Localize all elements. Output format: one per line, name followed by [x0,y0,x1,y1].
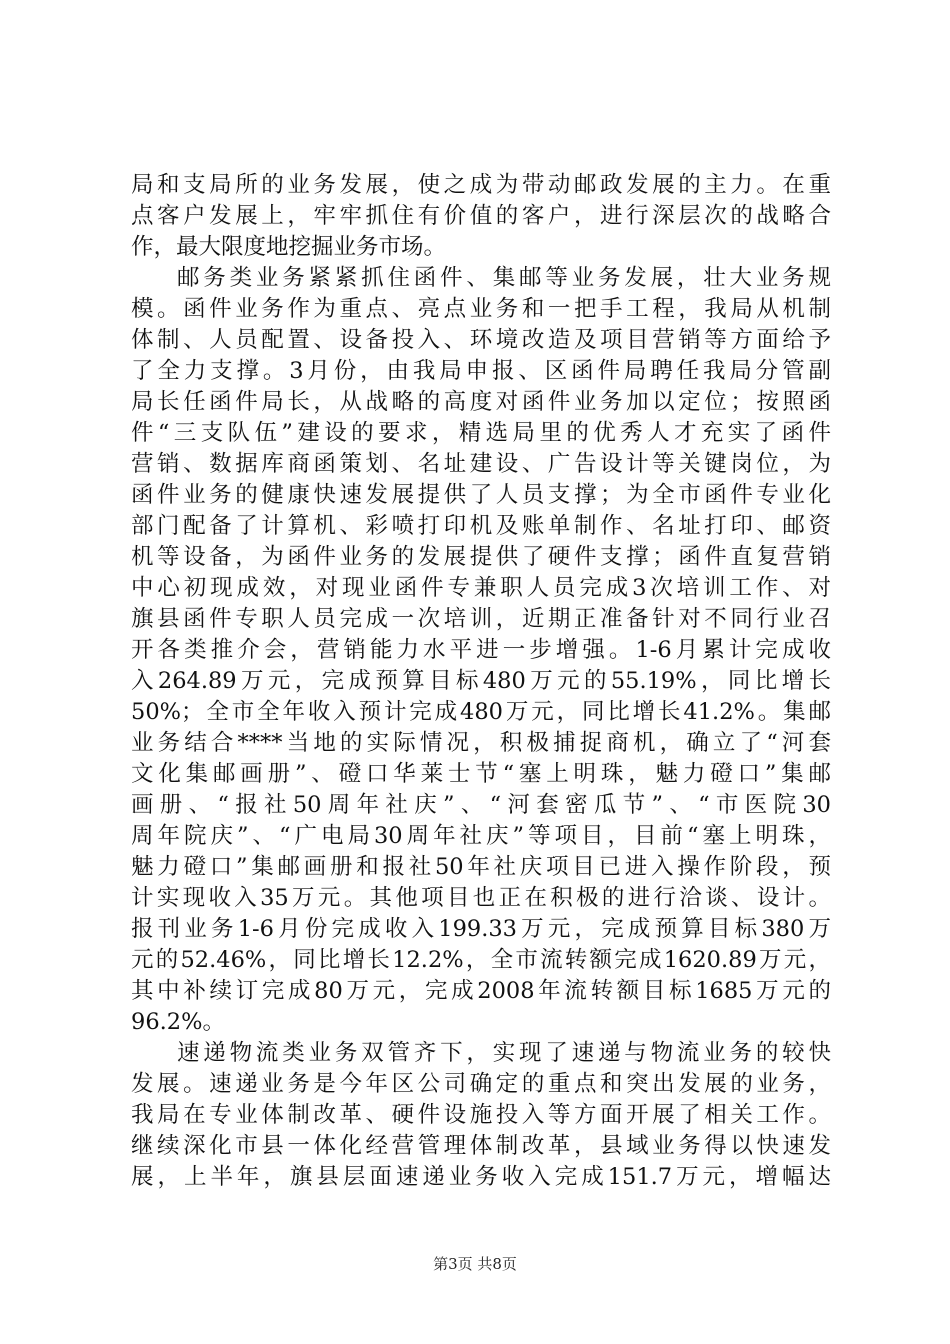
text-line: 50%；全市全年收入预计完成480万元，同比增长41.2%。集邮 [131,699,831,725]
text-line: 继续深化市县一体化经营管理体制改革，县域业务得以快速发 [131,1133,831,1159]
text-line: 元的52.46%，同比增长12.2%，全市流转额完成1620.89万元， [131,947,831,973]
text-line: 我局在专业体制改革、硬件设施投入等方面开展了相关工作。 [131,1102,831,1128]
text-line: 机等设备，为函件业务的发展提供了硬件支撑；函件直复营销 [131,544,831,570]
text-line: 周年院庆”、“广电局30周年社庆”等项目，目前“塞上明珠， [131,823,831,849]
text-line: 局长任函件局长，从战略的高度对函件业务加以定位；按照函 [131,389,831,415]
text-line: 开各类推介会，营销能力水平进一步增强。1-6月累计完成收 [131,637,831,663]
text-line: 局和支局所的业务发展，使之成为带动邮政发展的主力。在重 [131,172,831,198]
text-line: 函件业务的健康快速发展提供了人员支撑；为全市函件专业化 [131,482,831,508]
text-line: 计实现收入35万元。其他项目也正在积极的进行洽谈、设计。 [131,885,831,911]
text-line: 模。函件业务作为重点、亮点业务和一把手工程，我局从机制 [131,296,831,322]
paragraph-first-line: 邮务类业务紧紧抓住函件、集邮等业务发展，壮大业务规 [177,265,831,291]
text-line: 96.2%。 [131,1009,225,1035]
text-line: 作，最大限度地挖掘业务市场。 [131,234,447,260]
text-line: 报刊业务1-6月份完成收入199.33万元，完成预算目标380万 [131,916,831,942]
text-line: 魅力磴口”集邮画册和报社50年社庆项目已进入操作阶段，预 [131,854,831,880]
text-line: 体制、人员配置、设备投入、环境改造及项目营销等方面给予 [131,327,831,353]
document-body [131,170,831,1193]
page-number-footer: 第3页 共8页 [433,1255,517,1273]
text-line: 入264.89万元，完成预算目标480万元的55.19%，同比增长 [131,668,831,694]
paragraph-first-line: 速递物流类业务双管齐下，实现了速递与物流业务的较快 [177,1040,831,1066]
text-line: 中心初现成效，对现业函件专兼职人员完成3次培训工作、对 [131,575,831,601]
text-line: 业务结合****当地的实际情况，积极捕捉商机，确立了“河套 [131,730,831,756]
text-line: 旗县函件专职人员完成一次培训，近期正准备针对不同行业召 [131,606,831,632]
text-line: 文化集邮画册”、磴口华莱士节“塞上明珠，魅力磴口”集邮 [131,761,831,787]
text-line: 展，上半年，旗县层面速递业务收入完成151.7万元，增幅达 [131,1164,831,1190]
text-line: 画册、“报社50周年社庆”、“河套密瓜节”、“市医院30 [131,792,831,818]
text-line: 了全力支撑。3月份，由我局申报、区函件局聘任我局分管副 [131,358,831,384]
text-line: 件“三支队伍”建设的要求，精选局里的优秀人才充实了函件 [131,420,831,446]
text-line: 营销、数据库商函策划、名址建设、广告设计等关键岗位，为 [131,451,831,477]
text-line: 发展。速递业务是今年区公司确定的重点和突出发展的业务， [131,1071,831,1097]
text-line: 其中补续订完成80万元，完成2008年流转额目标1685万元的 [131,978,831,1004]
text-line: 点客户发展上，牢牢抓住有价值的客户，进行深层次的战略合 [131,203,831,229]
text-line: 部门配备了计算机、彩喷打印机及账单制作、名址打印、邮资 [131,513,831,539]
